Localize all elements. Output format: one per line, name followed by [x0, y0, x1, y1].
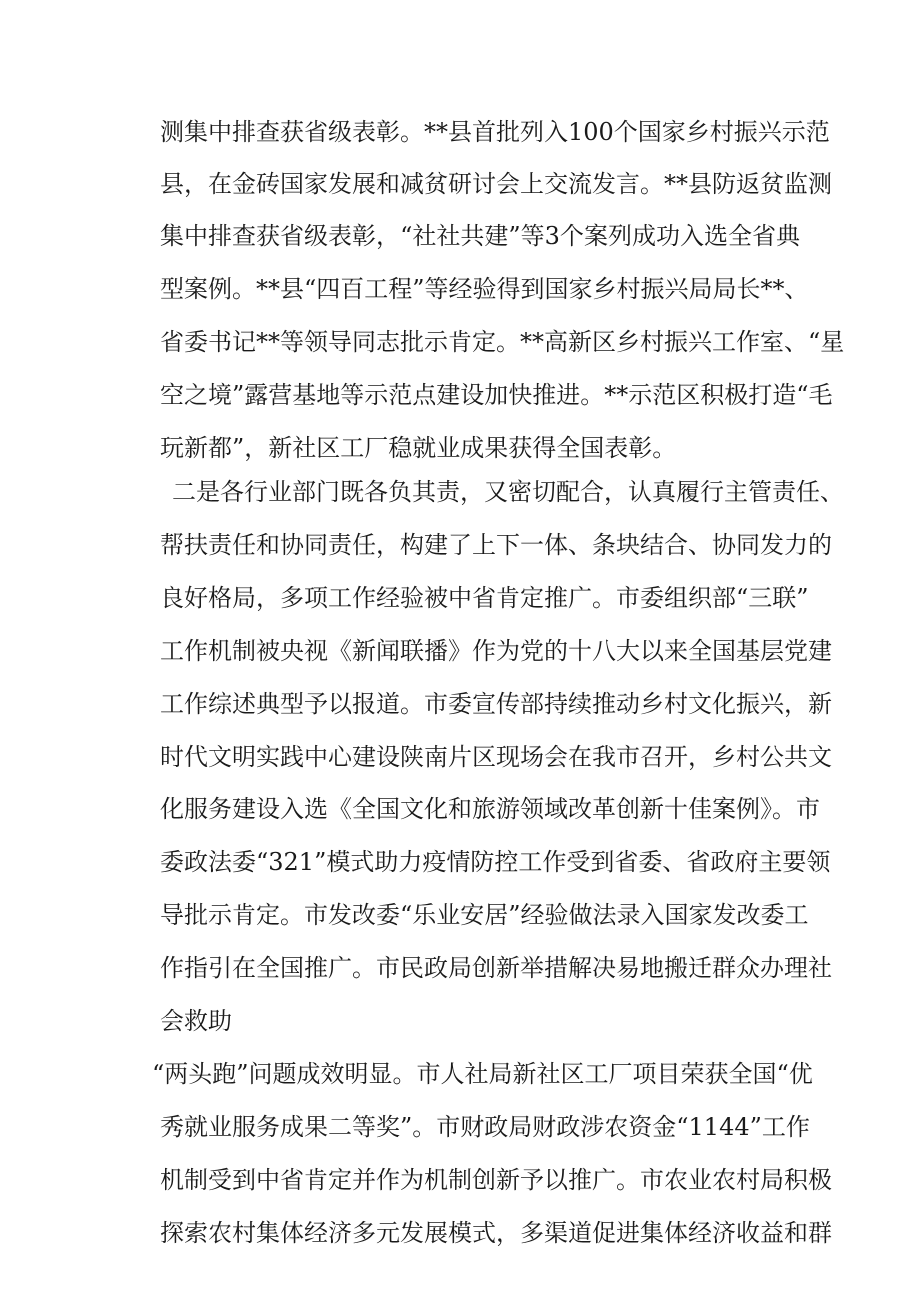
paragraph-line: 空之境”露营基地等示范点建设加快推进。**示范区积极打造“毛	[160, 381, 833, 409]
paragraph-line-end: 玩新都”，新社区工厂稳就业成果获得全国表彰。	[160, 434, 677, 462]
paragraph-line: 省委书记**等领导同志批示肯定。**高新区乡村振兴工作室、“星	[160, 328, 845, 356]
paragraph-line: 良好格局，多项工作经验被中省肯定推广。市委组织部“三联”	[160, 584, 809, 612]
paragraph-line: “两头跑”问题成效明显。市人社局新社区工厂项目荣获全国“优	[152, 1060, 813, 1088]
paragraph-line: 县，在金砖国家发展和减贫研讨会上交流发言。**县防返贫监测	[160, 170, 832, 198]
paragraph-line: 工作综述典型予以报道。市委宣传部持续推动乡村文化振兴，新	[160, 690, 832, 718]
paragraph-line: 导批示肯定。市发改委“乐业安居”经验做法录入国家发改委工	[160, 901, 809, 929]
paragraph-first-line: 二是各行业部门既各负其责，又密切配合，认真履行主管责任、	[172, 478, 844, 506]
paragraph-line: 型案例。**县“四百工程”等经验得到国家乡村振兴局局长**、	[160, 275, 809, 303]
paragraph-line: 化服务建设入选《全国文化和旅游领域改革创新十佳案例》。市	[160, 795, 820, 823]
paragraph-line: 机制受到中省肯定并作为机制创新予以推广。市农业农村局积极	[160, 1166, 832, 1194]
paragraph-line: 作指引在全国推广。市民政局创新举措解决易地搬迁群众办理社	[160, 954, 832, 982]
paragraph-line: 工作机制被央视《新闻联播》作为党的十八大以来全国基层党建	[160, 637, 832, 665]
paragraph-line: 探索农村集体经济多元发展模式，多渠道促进集体经济收益和群	[160, 1219, 832, 1247]
paragraph-line: 委政法委“321”模式助力疫情防控工作受到省委、省政府主要领	[160, 848, 831, 876]
paragraph-line: 时代文明实践中心建设陕南片区现场会在我市召开，乡村公共文	[160, 743, 832, 771]
paragraph-line-end: 会救助	[160, 1007, 232, 1035]
paragraph-line: 测集中排查获省级表彰。**县首批列入100个国家乡村振兴示范	[160, 118, 830, 146]
paragraph-line: 集中排查获省级表彰，“社社共建”等3个案列成功入选全省典	[160, 222, 800, 250]
paragraph-line: 秀就业服务成果二等奖”。市财政局财政涉农资金“1144”工作	[160, 1113, 810, 1141]
paragraph-line: 帮扶责任和协同责任，构建了上下一体、条块结合、协同发力的	[160, 531, 832, 559]
